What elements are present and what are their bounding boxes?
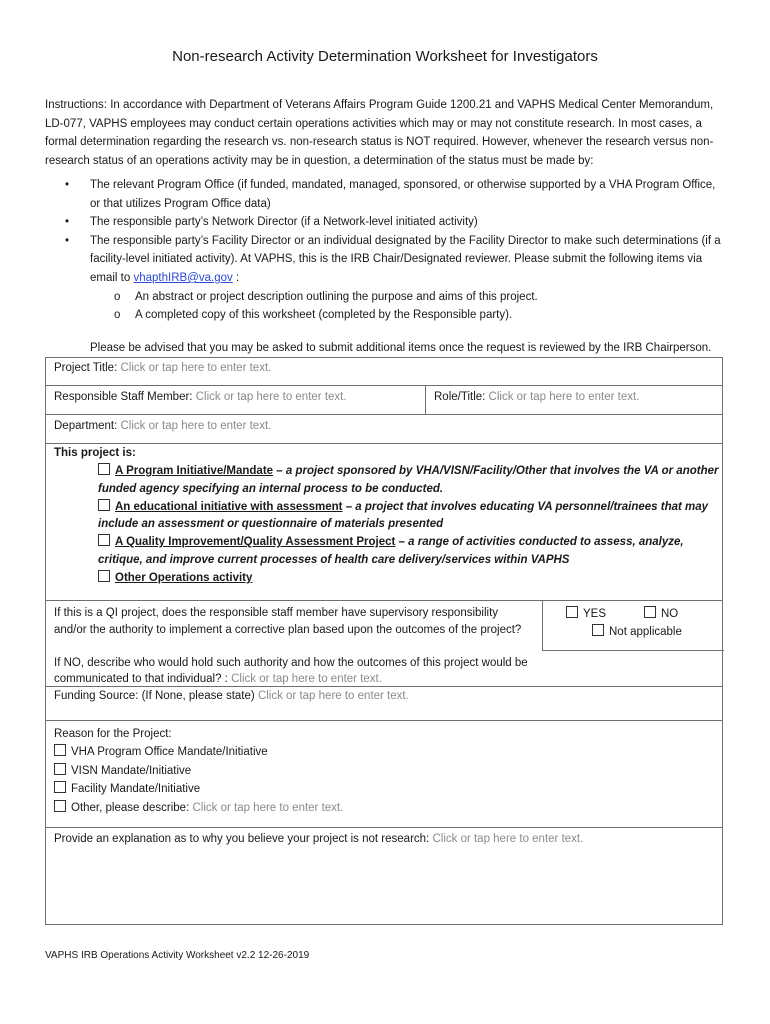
cell-divider (542, 650, 724, 651)
reason-facility-option[interactable]: Facility Mandate/Initiative (54, 780, 343, 798)
checkbox-icon[interactable] (54, 800, 66, 812)
bullet-text: The relevant Program Office (if funded, mandated, managed, sponsored, or otherwise supported by a VHA Program Office, or that utilizes Program Office data) (90, 179, 716, 210)
circle-bullet-icon: o (114, 290, 121, 303)
staff-member-field[interactable]: Click or tap here to enter text. (195, 391, 347, 403)
option-program-initiative[interactable] (46, 463, 724, 499)
checkbox-icon[interactable] (98, 570, 110, 582)
department-field[interactable]: Click or tap here to enter text. (120, 420, 272, 432)
bullet-text: The responsible party’s Network Director (if a Network-level initiated activity) (90, 216, 478, 229)
department-row (45, 414, 723, 444)
funding-source-field[interactable]: Click or tap here to enter text. (257, 690, 409, 702)
bullet-text: The responsible party’s Facility Director or an individual designated by the Facility Director to make such determinations (if a facility-level initiated activity). At VAPHS, this is the IRB Chair/Designated reviewer. Please submit the following items via email to (90, 234, 721, 284)
option-lead: A Program Initiative/Mandate (115, 465, 274, 477)
bullet-icon: • (65, 179, 70, 191)
list-item (45, 232, 725, 288)
staff-row (45, 385, 723, 415)
circle-bullet-icon: o (114, 309, 121, 322)
checkbox-icon[interactable] (98, 499, 110, 511)
option-description: – a project that involves educating VA personnel/trainees that may include an assessment or questionnaire of materials presented (98, 500, 709, 531)
reason-row (45, 720, 723, 828)
checkbox-icon[interactable] (54, 763, 66, 775)
project-type-row (45, 443, 723, 601)
explanation-row (45, 827, 723, 925)
na-label: Not applicable (609, 626, 682, 638)
list-item (45, 213, 725, 232)
option-description: – a project sponsored by VHA/VISN/Facility/Other that involves the VA or another funded agency specifying an internal process to be conducted. (98, 465, 719, 495)
sub-item-text: An abstract or project description outlining the purpose and aims of this project. (135, 290, 538, 303)
project-title-row (45, 357, 723, 386)
option-quality-improvement[interactable] (46, 534, 724, 570)
qi-question-row (45, 600, 723, 687)
sub-item-text: A completed copy of this worksheet (completed by the Responsible party). (135, 309, 513, 322)
explanation-field[interactable]: Click or tap here to enter text. (432, 833, 584, 845)
funding-label: Funding Source: (If None, please state) (54, 690, 255, 702)
instructions-paragraph: Instructions: In accordance with Department of Veterans Affairs Program Guide 1200.21 and VAPHS Medical Center Memorandum, LD-077, VAPHS employees may conduct certain operations activities which may or may not constitute research. In most cases, a formal determination regarding the research vs. non-research status is NOT required. However, whenever the research versus non-research status of an operations activity may be in question, a determination of the status must be made by: (45, 99, 714, 167)
cell-divider (542, 601, 543, 650)
bullet-icon: • (65, 216, 70, 229)
reason-other-field[interactable]: Click or tap here to enter text. (192, 801, 344, 814)
project-title-label: Project Title: (54, 362, 118, 374)
checkbox-icon[interactable] (592, 624, 604, 636)
email-suffix: : (232, 271, 240, 284)
option-educational-initiative[interactable] (46, 499, 724, 535)
authority-field[interactable]: Click or tap here to enter text. (231, 673, 382, 685)
checkbox-icon[interactable] (98, 463, 110, 475)
checkbox-icon[interactable] (54, 781, 66, 793)
not-applicable-option[interactable] (584, 621, 690, 644)
checkbox-icon[interactable] (566, 606, 578, 618)
advice-note: Please be advised that you may be asked to submit additional items once the request is reviewed by the IRB Chairperson. (90, 342, 712, 354)
qi-followup-text: If NO, describe who would hold such authority and how the outcomes of this project would be communicated to that individual? : (54, 657, 528, 685)
email-link[interactable]: vhapthIRB@va.gov (133, 271, 233, 284)
reason-other-option[interactable]: Other, please describe: Click or tap here to enter text. (54, 799, 343, 817)
checkbox-icon[interactable] (644, 606, 656, 618)
sub-list-item (45, 288, 725, 307)
option-lead: Other Operations activity (115, 571, 253, 584)
role-title-field[interactable]: Click or tap here to enter text. (488, 391, 640, 403)
option-description: – a range of activities conducted to assess, analyze, critique, and improve current processes of health care delivery/services within VAPHS (98, 536, 684, 566)
no-label: NO (661, 608, 679, 620)
worksheet-form (45, 357, 725, 925)
list-item (45, 176, 725, 213)
qi-question-text: If this is a QI project, does the responsible staff member have supervisory responsibility and/or the authority to implement a corrective plan based upon the outcomes of the project? (54, 607, 522, 636)
option-lead: A Quality Improvement/Quality Assessment Project (115, 536, 396, 549)
funding-row (45, 686, 723, 721)
role-label: Role/Title: (434, 391, 486, 403)
checkbox-icon[interactable] (54, 744, 66, 756)
option-other-operations[interactable] (46, 570, 724, 588)
reason-vha-option[interactable]: VHA Program Office Mandate/Initiative (54, 743, 343, 761)
reason-visn-option[interactable]: VISN Mandate/Initiative (54, 762, 343, 780)
project-is-label: This project is: (54, 447, 136, 459)
department-label: Department: (54, 420, 118, 432)
yes-label: YES (583, 608, 607, 620)
page-title: Non-research Activity Determination Worksheet for Investigators (172, 48, 598, 65)
bullet-icon: • (65, 234, 70, 247)
footer-version: VAPHS IRB Operations Activity Worksheet v2.2 12-26-2019 (45, 950, 310, 961)
determination-list (45, 176, 725, 325)
explanation-label: Provide an explanation as to why you believe your project is not research: (54, 833, 430, 845)
project-type-options (46, 463, 724, 588)
option-lead: An educational initiative with assessment (115, 500, 343, 513)
reason-label: Reason for the Project: (54, 728, 172, 740)
sub-list-item (45, 306, 725, 325)
project-title-field[interactable]: Click or tap here to enter text. (120, 362, 272, 374)
checkbox-icon[interactable] (98, 534, 110, 546)
staff-label: Responsible Staff Member: (54, 391, 193, 403)
